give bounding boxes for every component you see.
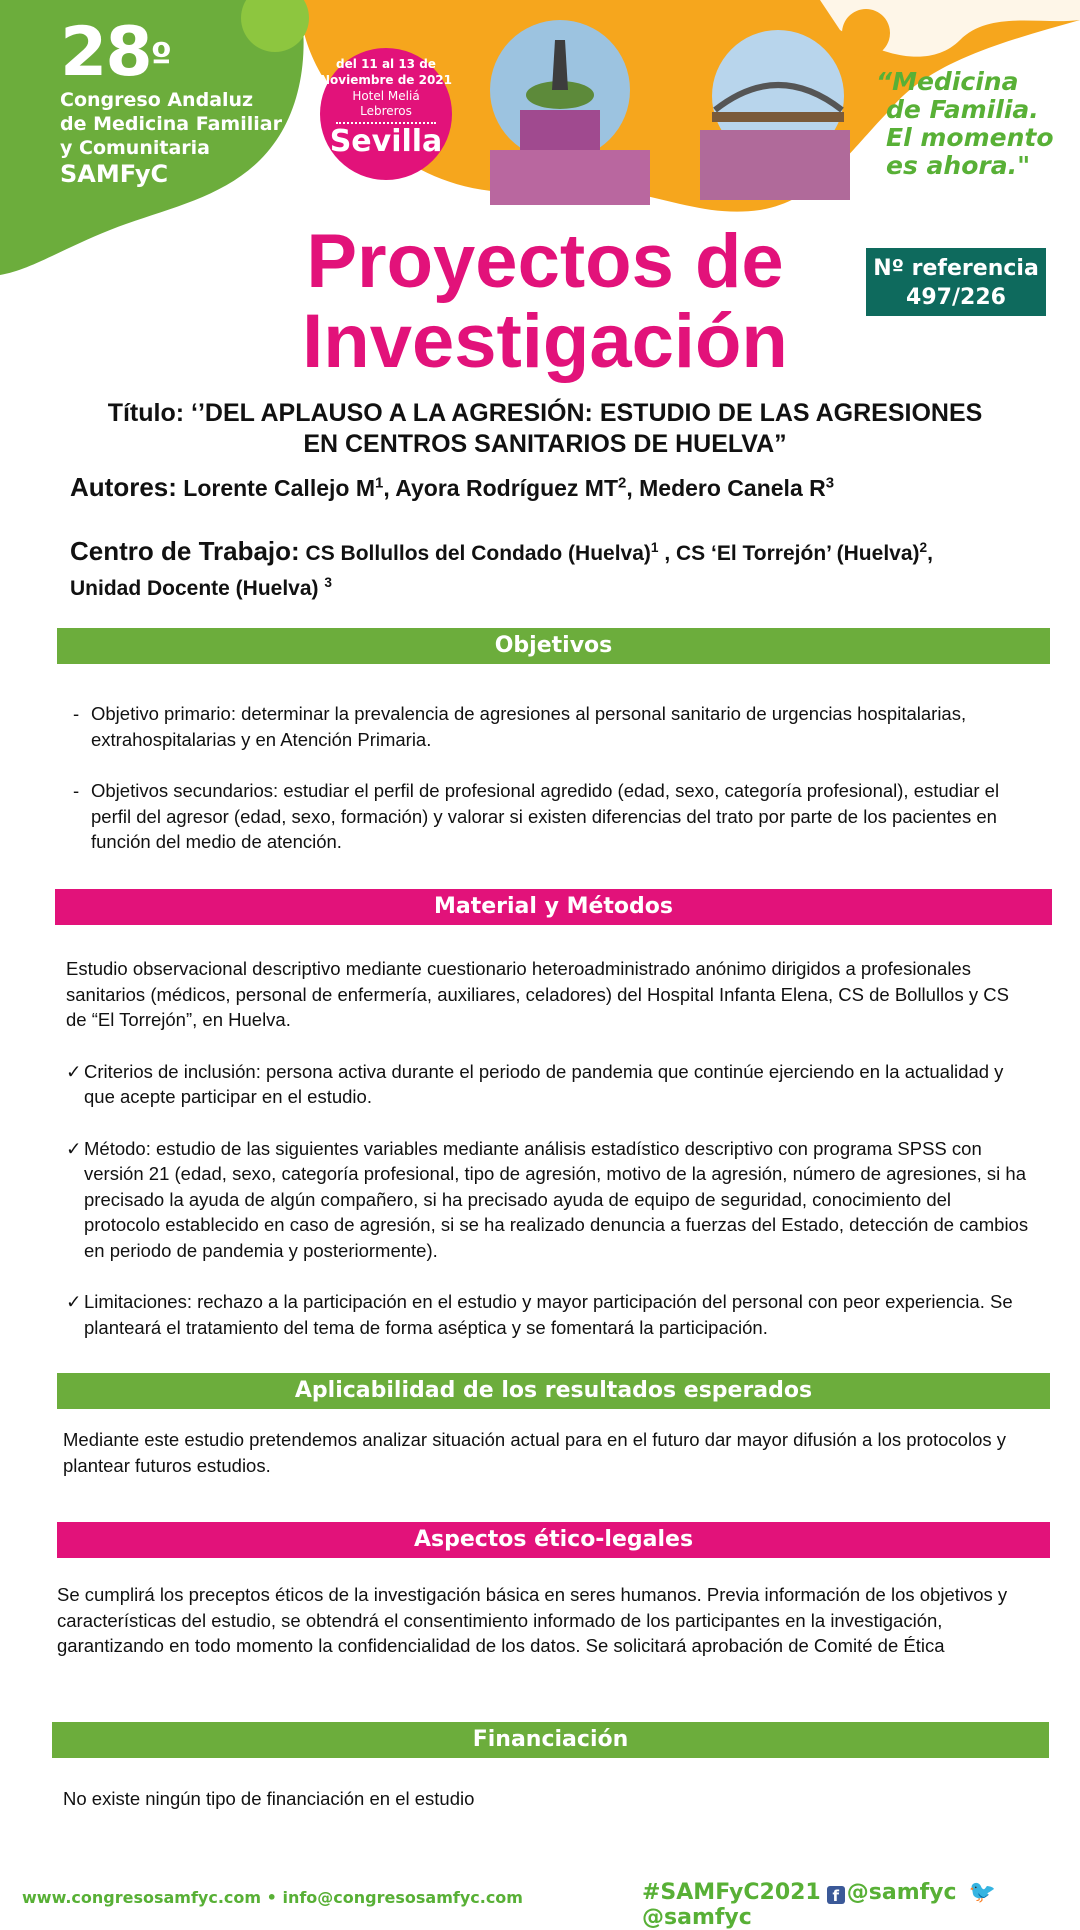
- city: Sevilla: [329, 124, 443, 159]
- reference-box: [866, 248, 1046, 316]
- congress-line-1: Congreso Andaluz: [60, 89, 254, 111]
- slogan: [878, 68, 1054, 180]
- objetivos-content: [73, 701, 1008, 855]
- section-heading-aplicabilidad: Aplicabilidad de los resultados esperados: [57, 1373, 1050, 1409]
- author-1: Lorente Callejo $M^1$: [183, 474, 384, 501]
- congress-line-2: de Medicina Familiar: [60, 113, 282, 135]
- date-line-2: Noviembre de 2021: [320, 73, 452, 87]
- objetivo-item: - Objetivo primario: determinar la prevalencia de agresiones al personal sanitario de urgencias hospitalarias, extrahospitalarias y en Atención Primaria.: [73, 703, 967, 750]
- footer-hashtag: #SAMFyC2021: [642, 1880, 821, 1905]
- work-center: Centro de Trabajo: CS Bollullos del Condado (Huelva)$^1$ , CS ‘El Torrejón’ (Huelva)$^2$, Unidad Docente (Huelva) $^3$: [70, 536, 933, 600]
- congress-logo: [60, 13, 282, 188]
- material-check-item: ✓ Criterios de inclusión: persona activa durante el periodo de pandemia que continúe ejerciendo en la actualidad y que acepte participar en el estudio.: [66, 1060, 1004, 1107]
- date-line-1: del 11 al 13 de: [336, 57, 436, 71]
- congress-line-3: y Comunitaria: [60, 137, 210, 159]
- material-intro: Estudio observacional descriptivo mediante cuestionario heteroadministrado anónimo dirigidos a profesionales sanitarios (médicos, personal de enfermería, auxiliares, celadores) del Hospital Infanta Elena, CS de Bollullos y CS de “El Torrejón”, en Huelva.: [66, 958, 1009, 1030]
- financiacion-text: No existe ningún tipo de financiación en el estudio: [63, 1788, 475, 1809]
- footer-social: [642, 1880, 1080, 1930]
- slogan-line-4: es ahora.": [886, 151, 1031, 180]
- footer-email[interactable]: info@congresosamfyc.com: [282, 1888, 523, 1907]
- objetivo-item: - Objetivos secundarios: estudiar el perfil de profesional agredido (edad, sexo, categoría profesional), estudiar el perfil del agresor (edad, sexo, formación) y valorar si existen diferencias del trato por parte de los pacientes en función del medio de atención.: [73, 780, 1000, 852]
- date-badge: [320, 48, 452, 180]
- footer-twitter[interactable]: @samfyc: [642, 1905, 752, 1930]
- work-center-label: Centro de Trabajo:: [70, 536, 300, 566]
- work-center-3: Unidad Docente (Huelva) $^3$: [70, 575, 332, 600]
- study-title-label: Título:: [107, 399, 185, 427]
- section-heading-objetivos: Objetivos: [57, 628, 1050, 664]
- authors: Autores: Lorente Callejo $M^1$, Ayora Rodríguez $MT^2$, Medero Canela $R^3$: [70, 472, 835, 502]
- author-3: Medero Canela $R^3$: [639, 474, 835, 501]
- study-title: [70, 398, 1020, 460]
- material-check-item: ✓ Método: estudio de las siguientes variables mediante análisis estadístico descriptivo con programa SPSS con versión 21 (edad, sexo, categoría profesional, tipo de agresión, motivo de la agresión, número de agresiones, si ha precisado la ayuda de algún compañero, si ha precisado ayuda de equipo de seguridad, conocimiento del protocolo establecido en caso de agresión, si se ha realizado denuncia a fuerzas del Estado, detección de cambios en periodo de pandemia y posteriormente).: [66, 1137, 1029, 1261]
- reference-label: Nº referencia: [873, 256, 1039, 281]
- material-content: [66, 956, 1031, 1340]
- venue: Hotel Meliá Lebreros: [336, 89, 436, 124]
- poster-title: [230, 219, 860, 384]
- work-center-1: CS Bollullos del Condado (Huelva)$^1$: [305, 540, 659, 565]
- authors-label: Autores:: [70, 472, 177, 502]
- slogan-line-1: “Medicina: [876, 67, 1019, 96]
- material-check-item: ✓ Limitaciones: rechazo a la participación en el estudio y mayor participación del personal con peor experiencia. Se planteará el tratamiento del tema de forma aséptica y se fomentará la participación.: [66, 1291, 1013, 1338]
- reference-value: 497/226: [906, 285, 1006, 310]
- footer-website[interactable]: www.congresosamfyc.com: [22, 1888, 262, 1907]
- poster-title-line-2: Investigación: [302, 299, 788, 384]
- eticos-text: Se cumplirá los preceptos éticos de la investigación básica en seres humanos. Previa información de los objetivos y características del estudio, se obtendrá el consentimiento informado de los participantes en la investigación, garantizando en todo momento la confidencialidad de los datos. Se solicitará aprobación de Comité de Ética: [57, 1584, 1008, 1656]
- section-heading-material: Material y Métodos: [55, 889, 1052, 925]
- congress-number: $28^º$: [60, 13, 171, 92]
- congress-org: SAMFyC: [60, 160, 169, 188]
- twitter-icon: 🐦: [968, 1880, 996, 1905]
- study-title-line-2: EN CENTROS SANITARIOS DE HUELVA”: [303, 430, 787, 458]
- study-title-line-1: ‘’DEL APLAUSO A LA AGRESIÓN: ESTUDIO DE LAS AGRESIONES: [191, 399, 983, 427]
- footer-contact: [22, 1888, 523, 1907]
- facebook-icon: f: [827, 1886, 845, 1904]
- slogan-line-2: de Familia.: [886, 95, 1039, 124]
- author-2: Ayora Rodríguez $MT^2$: [395, 474, 627, 501]
- footer-separator: •: [266, 1888, 277, 1907]
- poster-title-line-1: Proyectos de: [306, 219, 784, 304]
- footer-facebook[interactable]: @samfyc: [846, 1880, 957, 1905]
- work-center-2: CS ‘El Torrejón’ (Huelva)$^2$: [676, 540, 928, 565]
- slogan-line-3: El momento: [886, 123, 1054, 152]
- section-heading-financiacion: Financiación: [52, 1722, 1049, 1758]
- section-heading-eticos: Aspectos ético-legales: [57, 1522, 1050, 1558]
- aplicabilidad-text: Mediante este estudio pretendemos analizar situación actual para en el futuro dar mayor difusión a los protocolos y plantear futuros estudios.: [63, 1429, 1007, 1476]
